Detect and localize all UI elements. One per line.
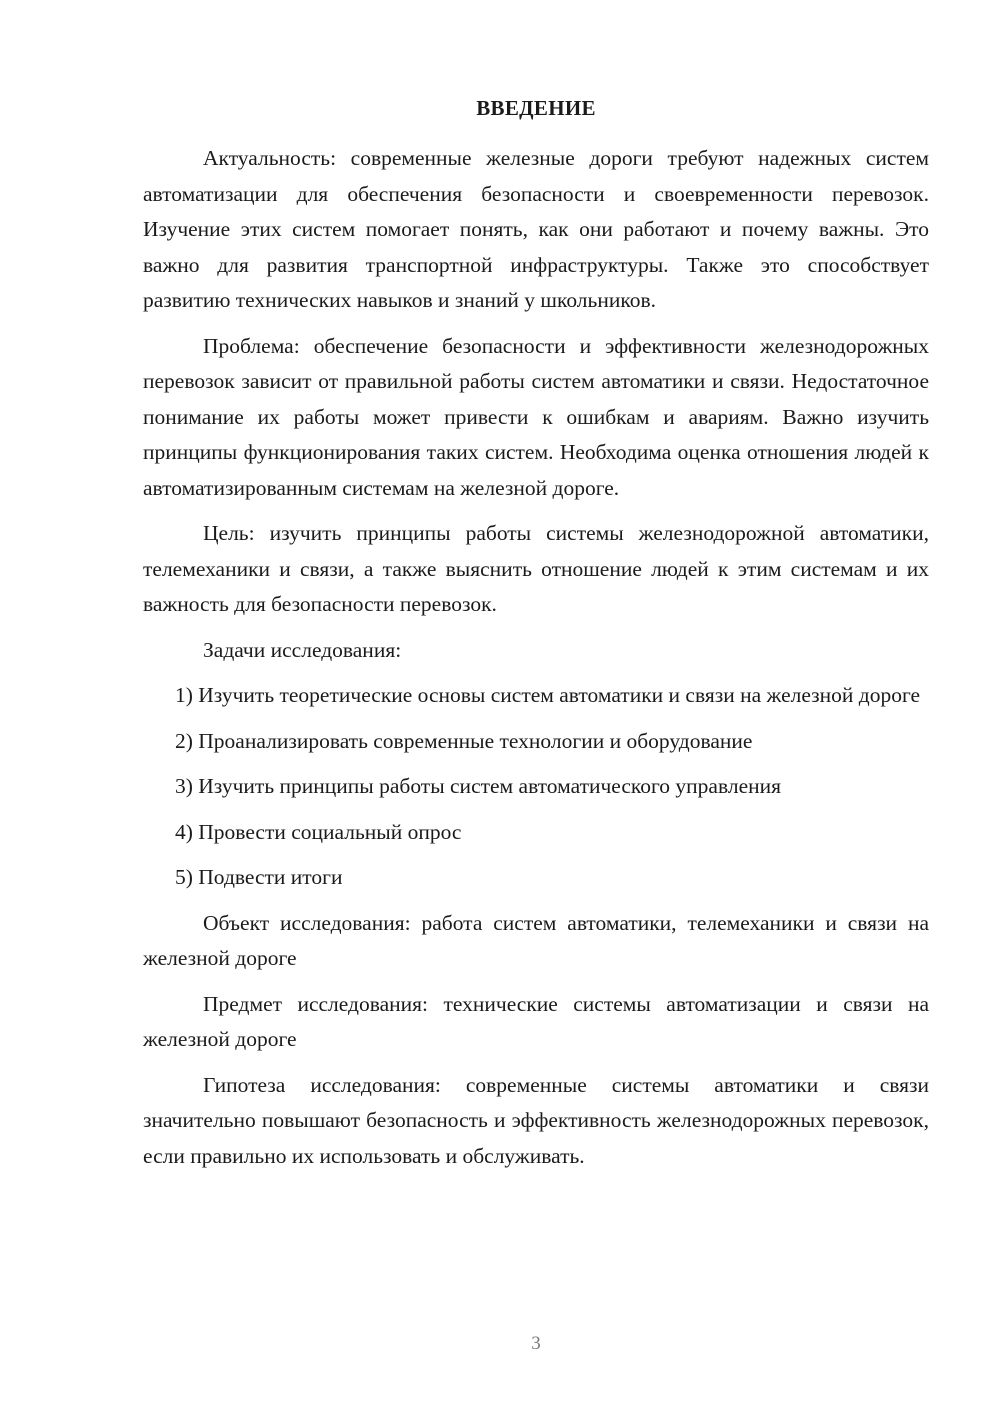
tasks-list bbox=[143, 678, 929, 896]
page-number: 3 bbox=[531, 1333, 541, 1354]
list-item: 1) Изучить теоретические основы систем автоматики и связи на железной дороге bbox=[175, 683, 921, 707]
list-item: 3) Изучить принципы работы систем автоматического управления bbox=[175, 774, 782, 798]
list-item: 4) Провести социальный опрос bbox=[175, 819, 462, 844]
paragraph-subject: Предмет исследования: технические системы автоматизации и связи на железной дороге bbox=[143, 991, 929, 1051]
paragraph-relevance: Актуальность: современные железные дороги требуют надежных систем автоматизации для обеспечения безопасности и своевременности перевозок. Изучение этих систем помогает понять, как они работают и почему важны. Это важно для развития транспортной инфраструктуры. Также это способствует развитию технических навыков и знаний у школьников. bbox=[143, 146, 929, 312]
page-title: ВВЕДЕНИЕ bbox=[476, 96, 596, 120]
document-body bbox=[143, 141, 929, 1174]
paragraph-problem: Проблема: обеспечение безопасности и эффективности железнодорожных перевозок зависит от правильной работы систем автоматики и связи. Недостаточное понимание их работы может привести к ошибкам и авариям. Важно изучить принципы функционирования таких систем. Необходима оценка отношения людей к автоматизированным системам на железной дороге. bbox=[143, 333, 929, 500]
tasks-heading: Задачи исследования: bbox=[203, 637, 402, 662]
paragraph-object: Объект исследования: работа систем автоматики, телемеханики и связи на железной дороге bbox=[143, 910, 929, 970]
list-item: 2) Проанализировать современные технологии и оборудование bbox=[175, 728, 753, 753]
list-item: 5) Подвести итоги bbox=[175, 865, 343, 889]
paragraph-goal: Цель: изучить принципы работы системы железнодорожной автоматики, телемеханики и связи, а также выяснить отношение людей к этим системам и их важность для безопасности перевозок. bbox=[143, 521, 929, 616]
paragraph-hypothesis: Гипотеза исследования: современные системы автоматики и связи значительно повышают безопасность и эффективность железнодорожных перевозок, если правильно их использовать и обслуживать. bbox=[143, 1072, 929, 1168]
